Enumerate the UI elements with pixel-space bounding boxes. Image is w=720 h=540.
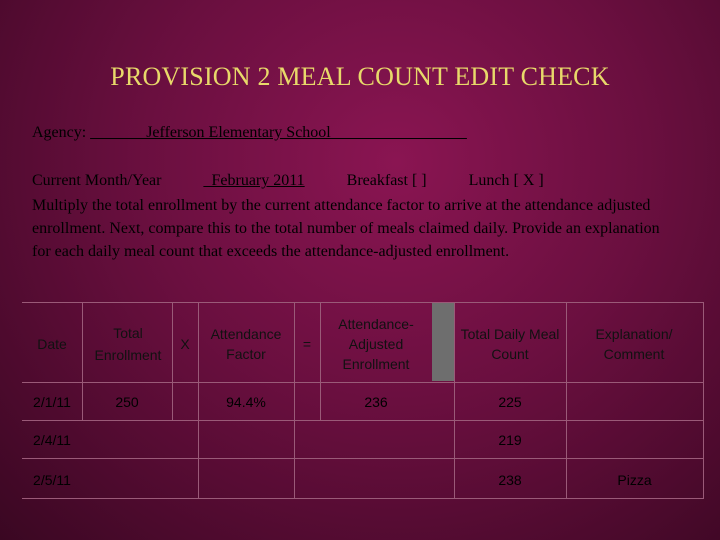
table-col-rule [172,302,173,420]
header-explanation: Explanation/ Comment [595,326,673,362]
table-bottom-rule [22,498,704,499]
meal-count-table [22,300,704,500]
row1-daily-meal-count: 225 [498,394,522,410]
header-times: X [180,336,190,352]
table-row-rule [22,458,704,459]
header-adjusted-enrollment: Attendance-Adjusted Enrollment [338,316,414,372]
header-equals: = [302,336,312,352]
table-col-rule [566,302,567,498]
row3-explanation: Pizza [617,472,652,488]
gray-separator-column [432,303,454,381]
header-total-enrollment: Total Enrollment [94,325,162,363]
agency-value: _______Jefferson Elementary School_________________ [90,124,467,141]
period-label: Current Month/Year [32,172,162,189]
period-line [32,172,582,190]
table-col-rule [703,302,704,498]
agency-label: Agency: [32,124,87,141]
row2-date: 2/4/11 [33,432,71,448]
table-col-rule [294,302,295,498]
table-header-rule [22,382,704,383]
row1-date: 2/1/11 [33,394,71,410]
period-value: _February 2011 [203,172,305,189]
instructions: Multiply the total enrollment by the current attendance factor to arrive at the attendance adjusted enrollment. Next, compare this to the total number of meals claimed daily. Provide an explanation for each daily meal count that exceeds the attendance-adjusted enrollment. [32,197,660,260]
row1-attendance-factor: 94.4% [226,394,266,410]
row3-daily-meal-count: 238 [498,472,522,488]
agency-line [32,124,467,142]
row3-date: 2/5/11 [33,472,71,488]
breakfast-checkbox: Breakfast [ ] [346,172,427,189]
table-top-rule [22,302,704,303]
table-row-rule [22,420,704,421]
header-attendance-factor: Attendance Factor [210,326,282,362]
header-daily-meal-count: Total Daily Meal Count [460,326,560,362]
row2-daily-meal-count: 219 [498,432,522,448]
row1-total-enrollment: 250 [115,394,139,410]
header-date: Date [37,336,67,352]
page-title: PROVISION 2 MEAL COUNT EDIT CHECK [110,62,610,91]
lunch-checkbox: Lunch [ X ] [468,172,544,189]
row1-adjusted-enrollment: 236 [364,394,388,410]
